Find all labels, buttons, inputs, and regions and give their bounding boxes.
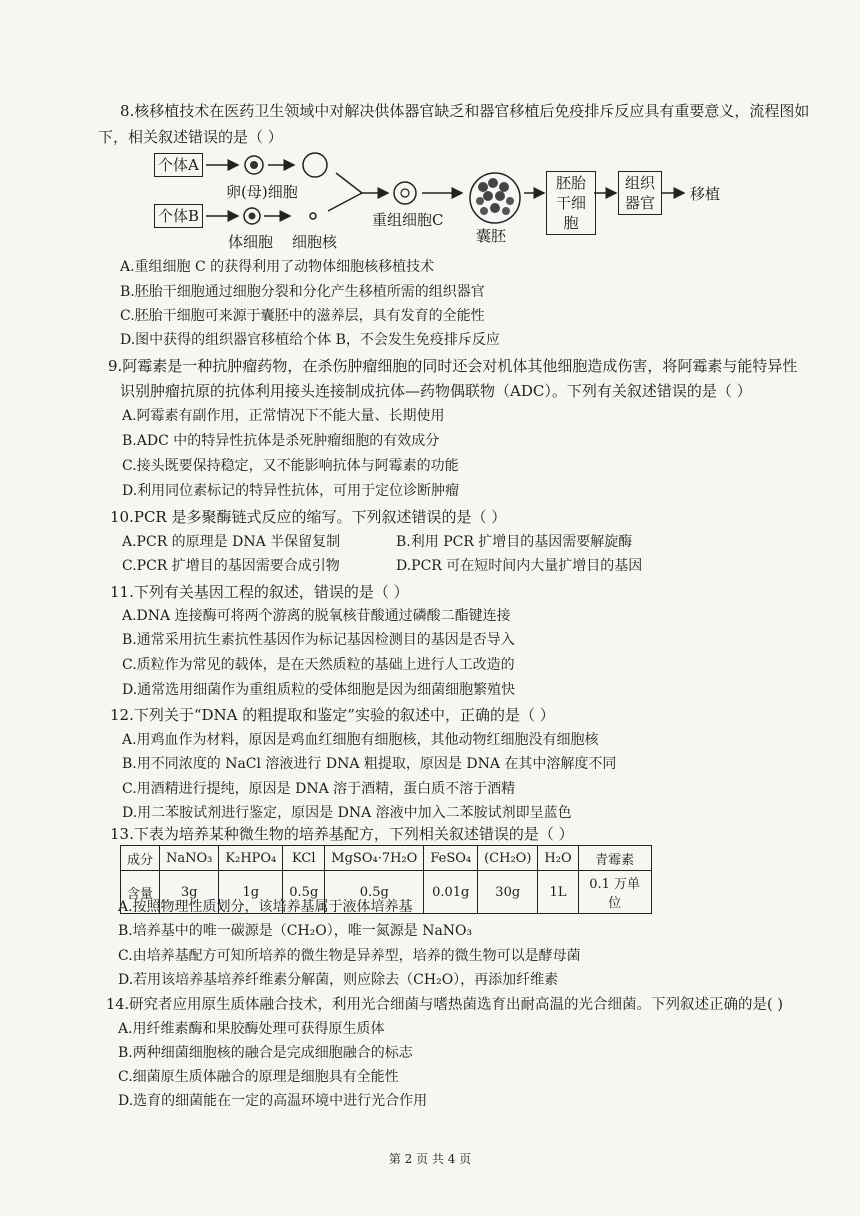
question-12-stem: 12.下列关于“DNA 的粗提取和鉴定”实验的叙述中，正确的是（ ） <box>110 706 555 724</box>
q14-option-d: D.选育的细菌能在一定的高温环境中进行光合作用 <box>118 1093 428 1109</box>
q13-option-d: D.若用该培养基培养纤维素分解菌，则应除去（CH₂O），再添加纤维素 <box>118 972 559 988</box>
q11-option-c: C.质粒作为常见的载体，是在天然质粒的基础上进行人工改造的 <box>122 657 515 673</box>
q11-option-d: D.通常选用细菌作为重组质粒的受体细胞是因为细菌细胞繁殖快 <box>122 682 516 698</box>
q14-option-c: C.细菌原生质体融合的原理是细胞具有全能性 <box>118 1069 399 1085</box>
question-8-stem-line2: 下，相关叙述错误的是（ ） <box>98 128 283 146</box>
q13-option-c: C.由培养基配方可知所培养的微生物是异养型，培养的微生物可以是酵母菌 <box>118 948 581 964</box>
question-13-stem: 13.下表为培养某种微生物的培养基配方，下列相关叙述错误的是（ ） <box>110 825 574 843</box>
table-cell: 1g <box>219 871 283 914</box>
transplant-label: 移植 <box>690 185 721 203</box>
q10-option-c: C.PCR 扩增目的基因需要合成引物 <box>122 558 340 574</box>
somatic-cell-label: 体细胞 <box>228 233 274 251</box>
q12-option-a: A.用鸡血作为材料，原因是鸡血红细胞有细胞核，其他动物红细胞没有细胞核 <box>122 732 599 748</box>
q12-option-b: B.用不同浓度的 NaCl 溶液进行 DNA 粗提取，原因是 DNA 在其中溶解度不同 <box>122 756 617 772</box>
table-cell: 1L <box>538 871 578 914</box>
table-cell: FeSO₄ <box>424 846 478 871</box>
q9-option-c: C.接头既要保持稳定，又不能影响抗体与阿霉素的功能 <box>122 458 459 474</box>
table-cell: 3g <box>160 871 219 914</box>
individual-a-box: 个体A <box>154 153 203 177</box>
table-cell: 成分 <box>121 846 160 871</box>
q11-option-a: A.DNA 连接酶可将两个游离的脱氧核苷酸通过磷酸二酯键连接 <box>122 608 511 624</box>
nucleus-icon <box>310 213 316 219</box>
table-cell: 0.1 万单位 <box>578 871 651 914</box>
tissue-organ-box <box>618 171 662 215</box>
table-cell: 青霉素 <box>578 846 651 871</box>
q9-option-a: A.阿霉素有副作用，正常情况下不能大量、长期使用 <box>122 408 445 424</box>
embryonic-stem-cell-line1: 胚胎 <box>555 174 586 192</box>
recombined-cell-icon <box>394 182 416 204</box>
page-number-footer: 第 2 页 共 4 页 <box>388 1152 472 1166</box>
question-11-stem: 11.下列有关基因工程的叙述，错误的是（ ） <box>110 583 409 601</box>
q11-option-b: B.通常采用抗生素抗性基因作为标记基因检测目的基因是否导入 <box>122 632 515 648</box>
question-9-stem-line2: 识别肿瘤抗原的抗体利用接头连接制成抗体—药物偶联物（ADC）。下列有关叙述错误的是（ ） <box>120 382 752 400</box>
egg-cell-label: 卵(母)细胞 <box>226 183 298 201</box>
nuclear-transfer-flowchart <box>150 145 790 255</box>
q9-option-d: D.利用同位素标记的特异性抗体，可用于定位诊断肿瘤 <box>122 483 460 499</box>
q10-option-a: A.PCR 的原理是 DNA 半保留复制 <box>122 534 341 550</box>
table-cell: H₂O <box>538 846 578 871</box>
tissue-organ-line1: 组织 <box>624 174 655 192</box>
q8-option-a: A.重组细胞 C 的获得利用了动物体细胞核移植技术 <box>120 259 435 275</box>
embryonic-stem-cell-box <box>546 171 596 235</box>
table-cell: K₂HPO₄ <box>219 846 283 871</box>
q13-option-b: B.培养基中的唯一碳源是（CH₂O），唯一氮源是 NaNO₃ <box>118 923 473 939</box>
q12-option-d: D.用二苯胺试剂进行鉴定，原因是 DNA 溶液中加入二苯胺试剂即呈蓝色 <box>122 805 572 821</box>
q13-option-a: A.按照物理性质划分，该培养基属于液体培养基 <box>118 899 413 915</box>
tissue-organ-line2: 器官 <box>624 194 655 212</box>
question-10-stem: 10.PCR 是多聚酶链式反应的缩写。下列叙述错误的是（ ） <box>110 508 507 526</box>
table-header-row <box>121 846 652 871</box>
q9-option-b: B.ADC 中的特异性抗体是杀死肿瘤细胞的有效成分 <box>122 433 440 449</box>
q14-option-a: A.用纤维素酶和果胶酶处理可获得原生质体 <box>118 1021 385 1037</box>
q8-option-b: B.胚胎干细胞通过细胞分裂和分化产生移植所需的组织器官 <box>120 284 485 300</box>
table-cell: 0.5g <box>325 871 424 914</box>
embryonic-stem-cell-line2: 干细胞 <box>555 194 586 232</box>
table-cell: 0.5g <box>283 871 325 914</box>
recombined-cell-label: 重组细胞C <box>372 211 444 229</box>
question-9-stem-line1: 9.阿霉素是一种抗肿瘤药物，在杀伤肿瘤细胞的同时还会对机体其他细胞造成伤害，将阿霉素与能特异性 <box>108 357 798 375</box>
q14-option-b: B.两种细菌细胞核的融合是完成细胞融合的标志 <box>118 1045 413 1061</box>
table-cell: NaNO₃ <box>160 846 219 871</box>
q12-option-c: C.用酒精进行提纯，原因是 DNA 溶于酒精，蛋白质不溶于酒精 <box>122 781 516 797</box>
q8-option-d: D.图中获得的组织器官移植给个体 B，不会发生免疫排斥反应 <box>120 332 500 348</box>
question-8-stem-line1: 8.核移植技术在医药卫生领域中对解决供体器官缺乏和器官移植后免疫排斥反应具有重要意义，流程图如 <box>120 102 810 120</box>
enucleated-egg-icon <box>303 153 327 177</box>
table-cell: 30g <box>478 871 538 914</box>
table-cell: 含量 <box>121 871 160 914</box>
nucleus-label: 细胞核 <box>292 233 338 251</box>
table-cell: (CH₂O) <box>478 846 538 871</box>
individual-b-box: 个体B <box>154 204 203 228</box>
q10-option-d: D.PCR 可在短时间内大量扩增目的基因 <box>396 558 643 574</box>
table-cell: KCl <box>283 846 325 871</box>
table-cell: 0.01g <box>424 871 478 914</box>
blastocyst-label: 囊胚 <box>476 227 507 245</box>
question-14-stem: 14.研究者应用原生质体融合技术，利用光合细菌与嗜热菌选育出耐高温的光合细菌。下列叙述正确的是( ) <box>106 997 783 1013</box>
q8-option-c: C.胚胎干细胞可来源于囊胚中的滋养层，具有发育的全能性 <box>120 308 485 324</box>
q10-option-b: B.利用 PCR 扩增目的基因需要解旋酶 <box>396 534 633 550</box>
table-cell: MgSO₄·7H₂O <box>325 846 424 871</box>
